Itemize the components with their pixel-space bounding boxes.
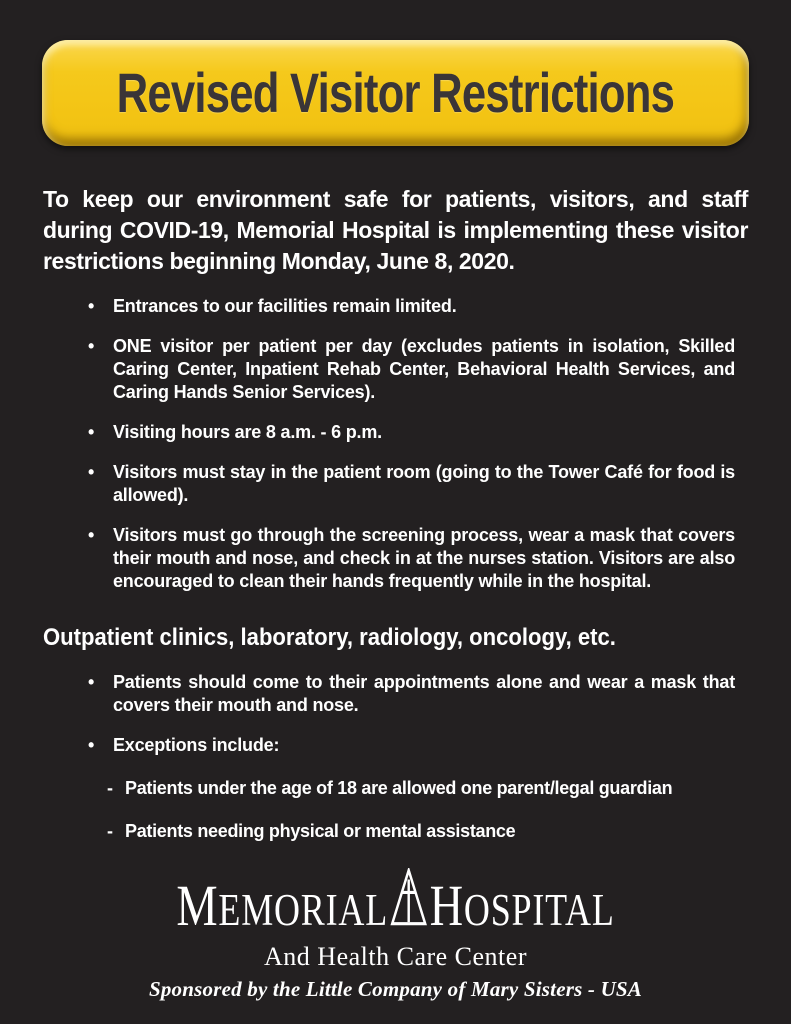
list-item-text: Patients needing physical or mental assistance [125,821,516,841]
bullet-icon: • [88,296,95,316]
outpatient-heading-text: Outpatient clinics, laboratory, radiology, oncology, etc. [43,624,616,651]
list-item [88,335,749,404]
bullet-icon: • [88,336,95,356]
bullet-icon: • [88,525,95,545]
hospital-logo [0,867,791,1002]
dash-icon: - [107,778,113,798]
bullet-icon: • [88,462,95,482]
list-item [107,777,761,800]
outpatient-heading [43,623,748,653]
list-item-text: Entrances to our facilities remain limited. [113,296,457,316]
restrictions-list [88,295,749,593]
logo-memorial-rest: EMORIAL [218,885,388,935]
list-item-text: ONE visitor per patient per day (excludes patients in isolation, Skilled Caring Center, Inpatient Rehab Center, Behavioral Health Services, and Caring Hands Senior Services). [113,336,735,402]
logo-name [79,867,712,938]
list-item-text: Patients under the age of 18 are allowed one parent/legal guardian [125,778,673,798]
list-item [88,295,749,318]
list-item [88,524,749,593]
logo-hospital-initial: H [429,873,464,938]
triangle-cross-icon [390,868,427,926]
bullet-icon: • [88,735,95,755]
list-item-text: Visitors must stay in the patient room (going to the Tower Café for food is allowed). [113,462,735,505]
list-item [88,421,749,444]
logo-hospital-rest: OSPITAL [463,885,615,935]
outpatient-list [88,671,749,757]
bullet-icon: • [88,672,95,692]
list-item-text: Visiting hours are 8 a.m. - 6 p.m. [113,422,382,442]
list-item-text: Visitors must go through the screening process, wear a mask that covers their mouth and nose, and check in at the nurses station. Visitors are also encouraged to clean their hands frequently while in the hospital. [113,525,735,591]
list-item-text: Exceptions include: [113,735,280,755]
bullet-icon: • [88,422,95,442]
list-item-text: Patients should come to their appointments alone and wear a mask that covers their mouth and nose. [113,672,735,715]
list-item [88,461,749,507]
list-item [88,734,749,757]
logo-subtitle: And Health Care Center [264,942,527,971]
title-banner [42,40,749,146]
dash-icon: - [107,821,113,841]
exceptions-list [107,777,761,843]
logo-memorial-initial: M [176,873,219,938]
list-item [88,671,749,717]
list-item [107,820,761,843]
intro-paragraph: To keep our environment safe for patients, visitors, and staff during COVID-19, Memorial Hospital is implementing these visitor restrictions beginning Monday, June 8, 2020. [43,186,748,274]
logo-sponsor-line: Sponsored by the Little Company of Mary Sisters - USA [148,977,643,1001]
poster-title: Revised Visitor Restrictions [116,61,675,124]
